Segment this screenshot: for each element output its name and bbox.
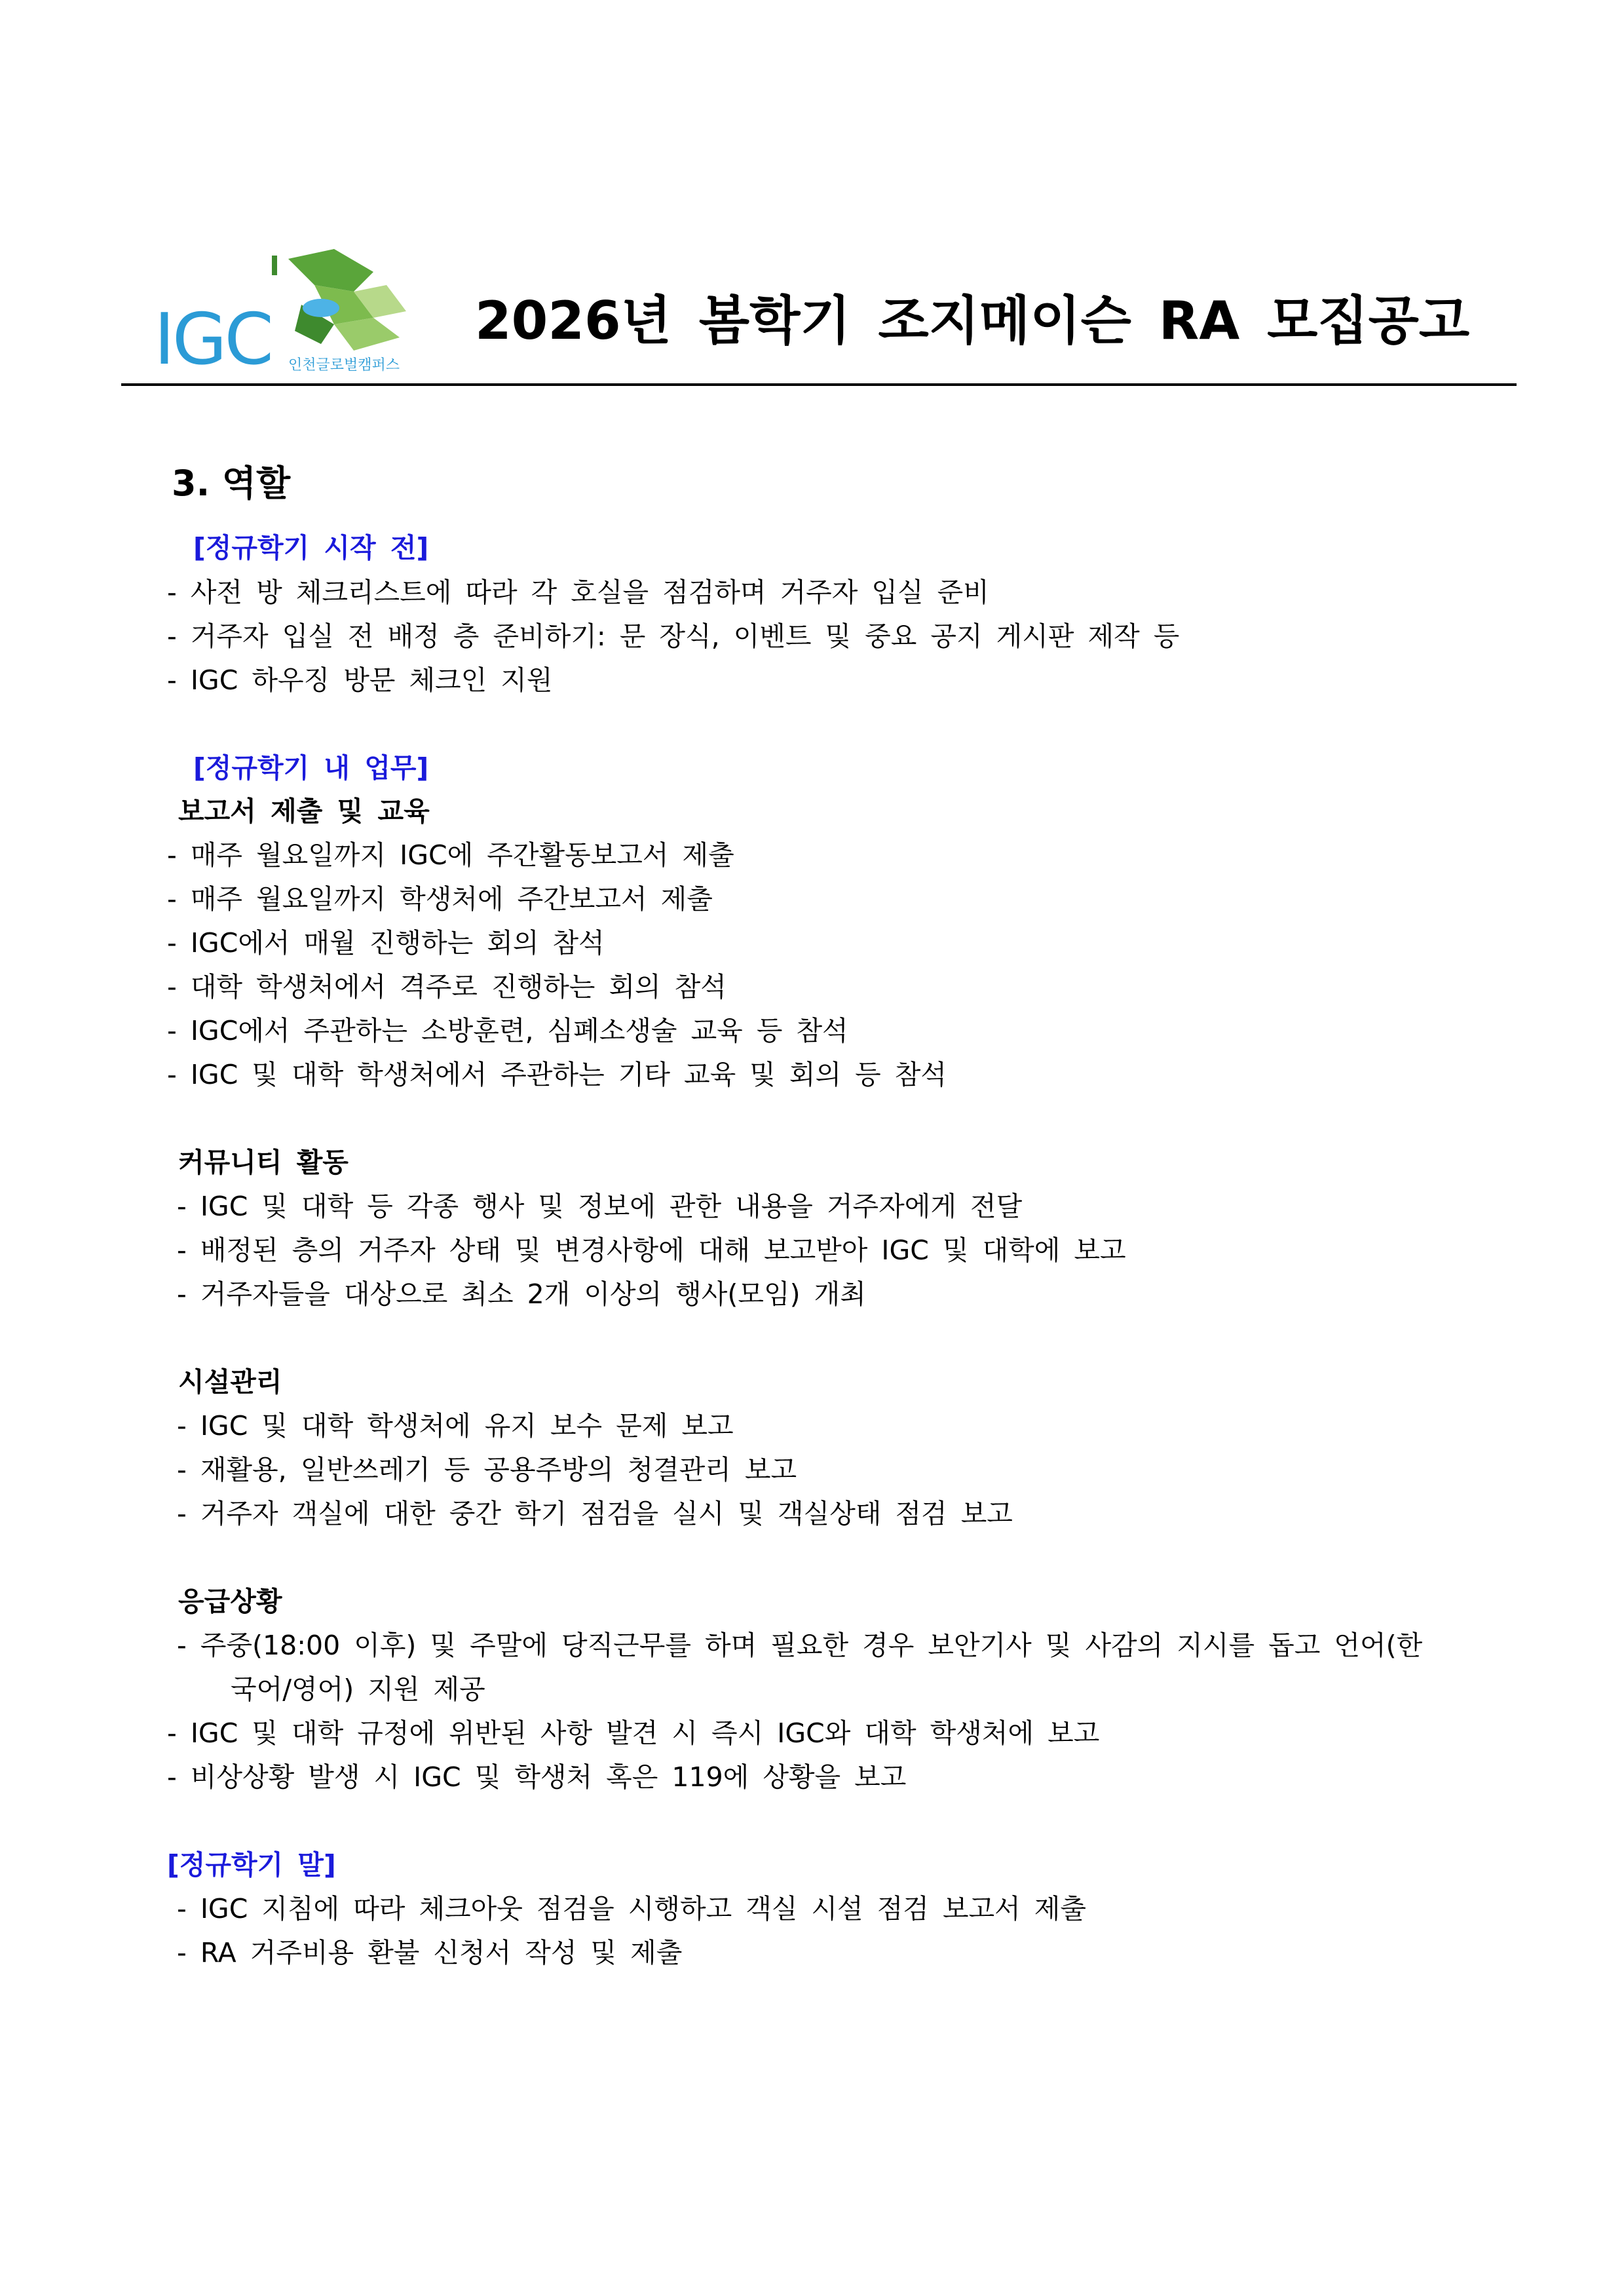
community-subheading: 커뮤니티 활동 xyxy=(178,1147,349,1178)
list-item: - 매주 월요일까지 학생처에 주간보고서 제출 xyxy=(167,883,713,915)
list-item: - 사전 방 체크리스트에 따라 각 호실을 점검하며 거주자 입실 준비 xyxy=(167,577,989,608)
list-item: - 거주자들을 대상으로 최소 2개 이상의 행사(모임) 개최 xyxy=(177,1278,866,1310)
list-item: - 매주 월요일까지 IGC에 주간활동보고서 제출 xyxy=(167,839,734,871)
list-item: - 재활용, 일반쓰레기 등 공용주방의 청결관리 보고 xyxy=(177,1454,797,1485)
logo-subtitle: 인천글로벌캠퍼스 xyxy=(288,357,400,373)
list-item: - IGC 지침에 따라 체크아웃 점검을 시행하고 객실 시설 점검 보고서 제출 xyxy=(177,1893,1087,1924)
document-header xyxy=(121,246,1517,387)
list-item: - RA 거주비용 환불 신청서 작성 및 제출 xyxy=(177,1937,683,1968)
list-item: - IGC 및 대학 등 각종 행사 및 정보에 관한 내용을 거주자에게 전달 xyxy=(177,1191,1023,1222)
end-semester-label: [정규학기 말] xyxy=(167,1849,336,1881)
logo-wordmark: IGC xyxy=(154,299,271,381)
list-item: - 거주자 입실 전 배정 층 준비하기: 문 장식, 이벤트 및 중요 공지 게시판 제작 등 xyxy=(167,621,1180,652)
page-title: 2026년 봄학기 조지메이슨 RA 모집공고 xyxy=(475,290,1470,351)
list-item: - IGC에서 주관하는 소방훈련, 심폐소생술 교육 등 참석 xyxy=(167,1015,848,1046)
list-item: - IGC 및 대학 학생처에서 주관하는 기타 교육 및 회의 등 참석 xyxy=(167,1059,947,1090)
header-divider xyxy=(121,383,1517,386)
list-item: - IGC 하우징 방문 체크인 지원 xyxy=(167,664,553,696)
list-item-continuation: 국어/영어) 지원 제공 xyxy=(231,1674,485,1705)
list-item: - 주중(18:00 이후) 및 주말에 당직근무를 하며 필요한 경우 보안기사 및 사감의 지시를 돕고 언어(한 xyxy=(177,1630,1423,1661)
emergency-subheading: 응급상황 xyxy=(178,1586,282,1617)
list-item: - IGC에서 매월 진행하는 회의 참석 xyxy=(167,927,605,959)
list-item: - IGC 및 대학 학생처에 유지 보수 문제 보고 xyxy=(177,1410,734,1442)
facilities-subheading: 시설관리 xyxy=(178,1366,282,1398)
list-item: - IGC 및 대학 규정에 위반된 사항 발견 시 즉시 IGC와 대학 학생처에 보고 xyxy=(167,1717,1100,1749)
during-semester-label: [정규학기 내 업무] xyxy=(193,752,429,784)
list-item: - 비상상황 발생 시 IGC 및 학생처 혹은 119에 상황을 보고 xyxy=(167,1761,907,1793)
before-semester-label: [정규학기 시작 전] xyxy=(193,532,429,564)
section-heading: 3. 역할 xyxy=(172,463,291,504)
list-item: - 거주자 객실에 대한 중간 학기 점검을 실시 및 객실상태 점검 보고 xyxy=(177,1498,1013,1529)
igc-logo xyxy=(138,246,419,381)
list-item: - 대학 학생처에서 격주로 진행하는 회의 참석 xyxy=(167,971,727,1003)
reports-subheading: 보고서 제출 및 교육 xyxy=(178,795,430,827)
list-item: - 배정된 층의 거주자 상태 및 변경사항에 대해 보고받아 IGC 및 대학에 보고 xyxy=(177,1234,1126,1266)
